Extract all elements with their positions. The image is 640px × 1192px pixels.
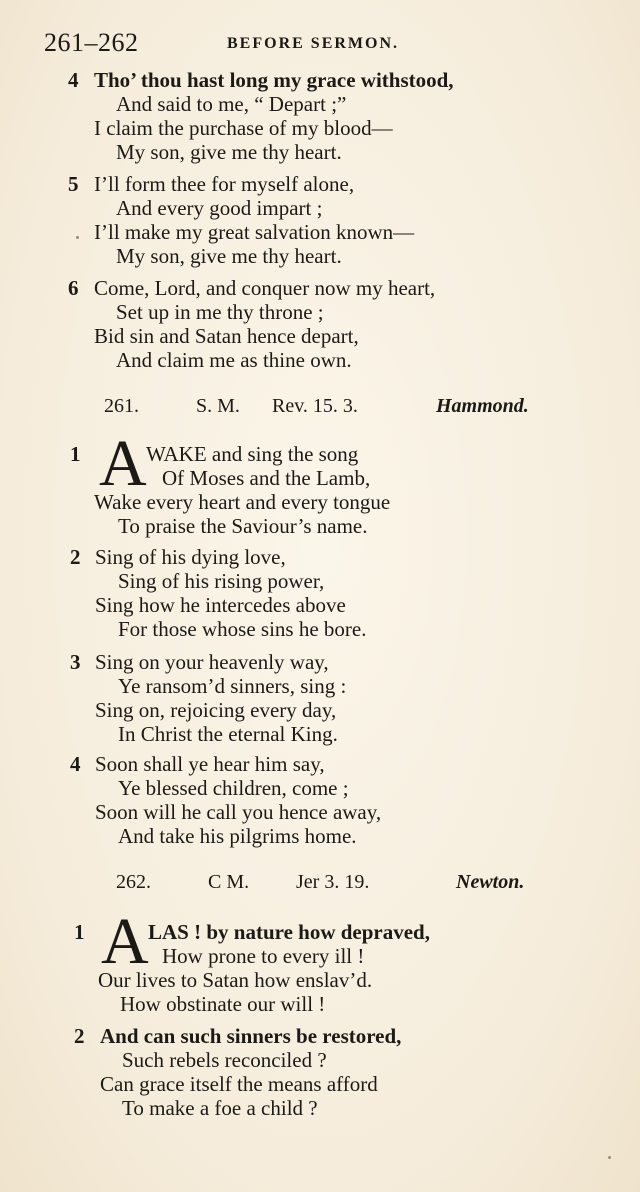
drop-cap: A	[101, 905, 149, 978]
verse-line: Sing on your heavenly way,	[95, 650, 329, 674]
verse-line: Can grace itself the means afford	[100, 1072, 378, 1096]
hymn-number: 262.	[116, 871, 151, 893]
verse-line: WAKE and sing the song	[146, 442, 359, 466]
verse-line: Bid sin and Satan hence depart,	[94, 324, 359, 348]
hymn-meter: C M.	[208, 871, 250, 893]
verse-line: I’ll make my great salvation known—	[94, 220, 415, 244]
running-head	[44, 28, 604, 62]
verse-line: Of Moses and the Lamb,	[162, 466, 371, 490]
ink-speck	[76, 236, 79, 239]
verse-line: For those whose sins he bore.	[118, 617, 367, 641]
hymn-author: Hammond.	[436, 395, 529, 417]
stanza-number: 2	[70, 545, 81, 569]
verse-line: I’ll form thee for myself alone,	[94, 172, 355, 196]
verse-line: To praise the Saviour’s name.	[118, 514, 368, 538]
hymn-meter: S. M.	[196, 395, 240, 417]
stanza-number: 1	[70, 442, 81, 466]
verse-line: Sing how he intercedes above	[95, 593, 346, 617]
verse-line: In Christ the eternal King.	[118, 722, 338, 746]
verse-line: And every good impart ;	[116, 196, 323, 220]
hymn-author: Newton.	[456, 871, 525, 893]
verse-line: My son, give me thy heart.	[116, 244, 342, 268]
hymn-scripture: Jer 3. 19.	[296, 871, 370, 893]
verse-line: Such rebels reconciled ?	[122, 1048, 327, 1072]
stanza-number: 6	[68, 276, 79, 300]
ink-speck	[608, 1156, 611, 1159]
verse-line: How prone to every ill !	[162, 944, 365, 968]
verse-line: Tho’ thou hast long my grace withstood,	[94, 68, 454, 92]
verse-line: And claim me as thine own.	[116, 348, 352, 372]
section-title: BEFORE SERMON.	[227, 35, 400, 52]
verse-line: Ye blessed children, come ;	[118, 776, 349, 800]
verse-line: Soon will he call you hence away,	[95, 800, 382, 824]
verse-line: LAS ! by nature how depraved,	[148, 920, 430, 944]
page-range: 261–262	[44, 28, 139, 57]
verse-line: Sing of his dying love,	[95, 545, 286, 569]
hymn-number: 261.	[104, 395, 139, 417]
stanza-number: 4	[68, 68, 79, 92]
verse-line: My son, give me thy heart.	[116, 140, 342, 164]
verse-line: I claim the purchase of my blood—	[94, 116, 393, 140]
verse-line: To make a foe a child ?	[122, 1096, 318, 1120]
stanza-number: 1	[74, 920, 85, 944]
hymn-scripture: Rev. 15. 3.	[272, 395, 358, 417]
verse-line: Come, Lord, and conquer now my heart,	[94, 276, 436, 300]
verse-line: Soon shall ye hear him say,	[95, 752, 325, 776]
verse-line: How obstinate our will !	[120, 992, 326, 1016]
verse-line: Set up in me thy throne ;	[116, 300, 324, 324]
verse-line: Ye ransom’d sinners, sing :	[118, 674, 347, 698]
verse-line: Wake every heart and every tongue	[94, 490, 391, 514]
stanza-number: 3	[70, 650, 81, 674]
verse-line: Sing on, rejoicing every day,	[95, 698, 337, 722]
verse-line: And take his pilgrims home.	[118, 824, 357, 848]
verse-line: Our lives to Satan how enslav’d.	[98, 968, 373, 992]
stanza-number: 2	[74, 1024, 85, 1048]
verse-line: And can such sinners be restored,	[100, 1024, 402, 1048]
stanza-number: 5	[68, 172, 79, 196]
stanza-number: 4	[70, 752, 81, 776]
verse-line: And said to me, “ Depart ;”	[116, 92, 347, 116]
drop-cap: A	[99, 427, 147, 500]
verse-line: Sing of his rising power,	[118, 569, 325, 593]
